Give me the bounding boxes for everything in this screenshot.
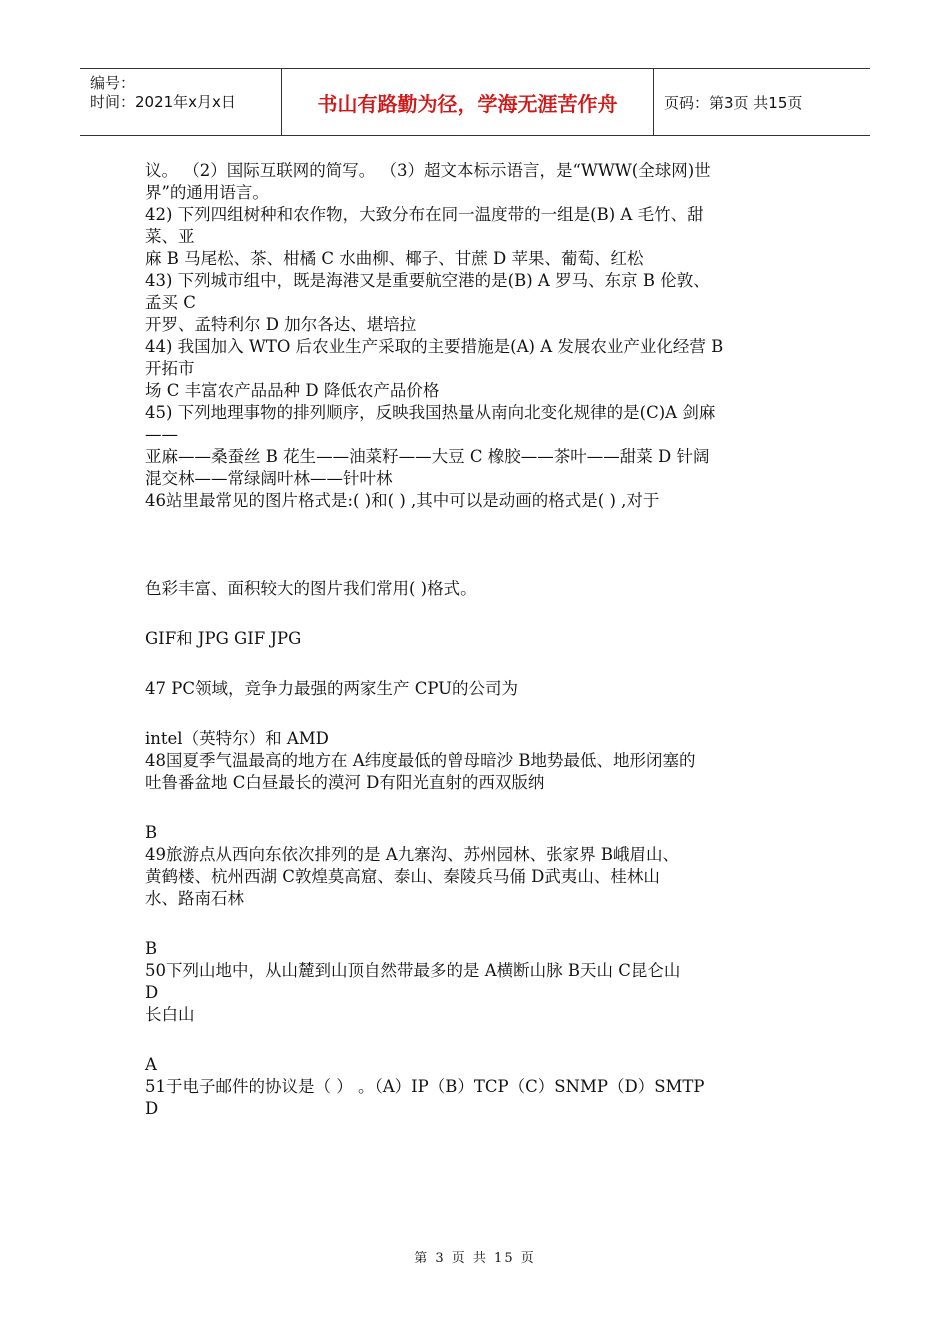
- text-line: 47 PC领域，竞争力最强的两家生产 CPU的公司为: [145, 679, 519, 698]
- text-line: 48国夏季气温最高的地方在 A纬度最低的曾母暗沙 B地势最低、地形闭塞的: [145, 751, 696, 770]
- header-meta: [80, 69, 282, 135]
- text-line: 42) 下列四组树种和农作物，大致分布在同一温度带的一组是(B) A 毛竹、甜: [145, 205, 704, 224]
- header-motto: 书山有路勤为径，学海无涯苦作舟: [282, 69, 654, 135]
- number-label: 编号：: [90, 74, 136, 92]
- text-line: 43) 下列城市组中，既是海港又是重要航空港的是(B) A 罗马、东京 B 伦敦、: [145, 271, 710, 290]
- text-line: 49旅游点从西向东依次排列的是 A九寨沟、苏州园林、张家界 B峨眉山、: [145, 845, 680, 864]
- document-body: [145, 160, 810, 1120]
- text-line: 50下列山地中，从山麓到山顶自然带最多的是 A横断山脉 B天山 C昆仑山: [145, 961, 681, 980]
- text-line: 46站里最常见的图片格式是:( )和( ) ,其中可以是动画的格式是( ) ,对于: [145, 491, 660, 510]
- answer-line: D: [145, 1099, 159, 1118]
- answer-line: B: [145, 939, 158, 958]
- answer-line: B: [145, 823, 158, 842]
- text-line: 色彩丰富、面积较大的图片我们常用( )格式。: [145, 579, 477, 598]
- text-line: 开罗、孟特利尔 D 加尔各达、堪培拉: [145, 315, 417, 334]
- header-page-info: 页码：第3页 共15页: [664, 93, 803, 112]
- text-line: 开拓市: [145, 359, 195, 378]
- text-line: 44) 我国加入 WTO 后农业生产采取的主要措施是(A) A 发展农业产业化经营 B: [145, 337, 724, 356]
- text-line: 吐鲁番盆地 C白昼最长的漠河 D有阳光直射的西双版纳: [145, 773, 545, 792]
- text-line: 孟买 C: [145, 293, 196, 312]
- text-line: 51于电子邮件的协议是（ ） 。（A）IP（B）TCP（C）SNMP（D）SMTP: [145, 1077, 705, 1096]
- text-line: 菜、亚: [145, 227, 195, 246]
- page-footer: 第 3 页 共 15 页: [414, 1251, 536, 1266]
- text-line: 场 C 丰富农产品品种 D 降低农产品价格: [145, 381, 440, 400]
- time-label: 时间：2021年x月x日: [90, 93, 236, 111]
- text-line: D: [145, 983, 159, 1002]
- text-line: GIF和 JPG GIF JPG: [145, 629, 302, 648]
- text-line: 亚麻——桑蚕丝 B 花生——油菜籽——大豆 C 橡胶——茶叶——甜菜 D 针阔: [145, 447, 710, 466]
- text-line: 45) 下列地理事物的排列顺序，反映我国热量从南向北变化规律的是(C)A 剑麻: [145, 403, 716, 422]
- text-line: 长白山: [145, 1005, 195, 1024]
- text-line: 界”的通用语言。: [145, 183, 269, 202]
- page-header: [80, 68, 870, 136]
- text-line: 水、路南石林: [145, 889, 244, 908]
- text-line: 麻 B 马尾松、茶、柑橘 C 水曲柳、椰子、甘蔗 D 苹果、葡萄、红松: [145, 249, 644, 268]
- text-line: intel（英特尔）和 AMD: [145, 729, 329, 748]
- text-line: 议。 （2）国际互联网的简写。 （3）超文本标示语言，是“WWW(全球网)世: [145, 161, 711, 180]
- answer-line: A: [145, 1055, 157, 1074]
- text-line: 混交林——常绿阔叶林——针叶林: [145, 469, 393, 488]
- text-line: 黄鹤楼、杭州西湖 C敦煌莫高窟、泰山、秦陵兵马俑 D武夷山、桂林山: [145, 867, 660, 886]
- text-line: ——: [145, 425, 178, 444]
